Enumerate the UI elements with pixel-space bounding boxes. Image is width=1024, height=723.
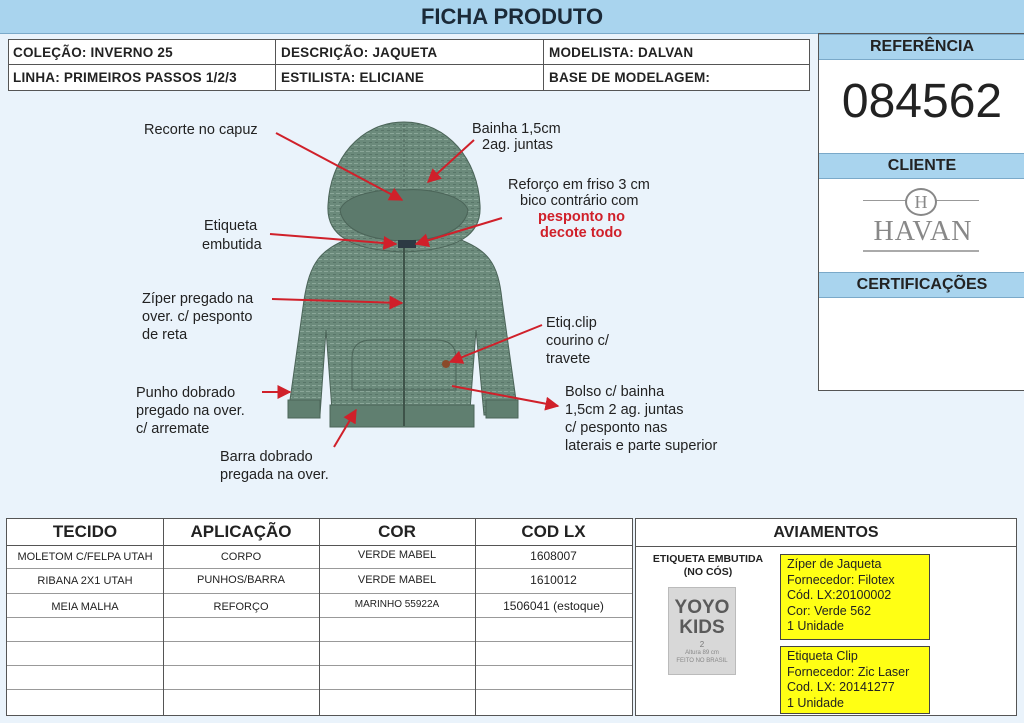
clip-line: Cod. LX: 20141277 (787, 680, 895, 694)
havan-logo-emblem: H (905, 188, 937, 216)
note-etiqclip-3: travete (546, 351, 591, 367)
etiqueta-clip-box (780, 646, 930, 714)
tag-brand-line-1: YOYO (674, 597, 730, 618)
note-punho-3: c/ arremate (136, 421, 210, 437)
descricao-field: DESCRIÇÃO: JAQUETA (281, 45, 438, 60)
cell-aplicacao: REFORÇO (213, 601, 269, 613)
havan-logo-text: HAVAN (873, 216, 973, 247)
note-etiqclip-1: Etiq.clip (546, 315, 597, 331)
note-bolso-1: Bolso c/ bainha (565, 384, 665, 400)
cell-tecido: RIBANA 2X1 UTAH (37, 575, 133, 587)
header-cor: COR (378, 522, 416, 541)
header-cod-lx: COD LX (521, 522, 586, 541)
note-recorte: Recorte no capuz (144, 122, 258, 138)
referencia-label: REFERÊNCIA (819, 34, 1024, 60)
note-bolso-2: 1,5cm 2 ag. juntas (565, 402, 684, 418)
note-ziper-1: Zíper pregado na (142, 291, 254, 307)
clip-line: 1 Unidade (787, 695, 844, 710)
etiqueta-embutida-label (642, 553, 774, 579)
left-cuff (288, 400, 320, 418)
modelista-field: MODELISTA: DALVAN (549, 45, 694, 60)
note-punho-2: pregado na over. (136, 403, 245, 419)
cliente-label: CLIENTE (819, 153, 1024, 179)
estilista-field: ESTILISTA: ELICIANE (281, 70, 425, 85)
ziper-line: Zíper de Jaqueta (787, 557, 882, 571)
cell-cor: VERDE MABEL (357, 549, 437, 561)
cell-cod-lx: 1610012 (530, 573, 577, 587)
cell-cod-lx: 1506041 (estoque) (503, 599, 604, 613)
note-etiqueta-1: Etiqueta (204, 218, 258, 234)
right-cuff (486, 400, 518, 418)
note-bolso-4: laterais e parte superior (565, 438, 718, 454)
ziper-line: Cor: Verde 562 (787, 603, 872, 618)
referencia-number: 084562 (841, 75, 1003, 128)
cell-cor: VERDE MABEL (357, 574, 437, 586)
cell-cor: MARINHO 55922A (354, 599, 440, 610)
clip-line: Etiqueta Clip (787, 649, 858, 663)
note-bainha-1: Bainha 1,5cm (472, 121, 561, 137)
note-etiqclip-2: courino c/ (546, 333, 609, 349)
cell-cod-lx: 1608007 (530, 549, 577, 563)
tag-size: 2 (699, 640, 705, 649)
aviamentos-panel (635, 518, 1017, 716)
note-reforco-red-2: decote todo (540, 225, 623, 241)
ziper-line: Cód. LX:20100002 (787, 588, 892, 602)
ziper-line: Fornecedor: Filotex (787, 572, 895, 587)
havan-logo (863, 186, 983, 252)
note-etiqueta-2: embutida (202, 237, 262, 253)
label-tab (398, 240, 416, 248)
side-panel (818, 33, 1024, 391)
cell-aplicacao: CORPO (220, 551, 262, 563)
header-tecido: TECIDO (52, 522, 118, 541)
note-reforco-1: Reforço em friso 3 cm (508, 177, 650, 193)
ziper-line: 1 Unidade (787, 619, 844, 633)
aviamentos-title: AVIAMENTOS (636, 519, 1016, 547)
ziper-jaqueta-box (780, 554, 930, 640)
colecao-field: COLEÇÃO: INVERNO 25 (13, 45, 173, 60)
note-reforco-2: bico contrário com (520, 193, 639, 209)
etiqueta-embutida-label-1: ETIQUETA EMBUTIDA (652, 553, 764, 565)
tag-small-text-1: Altura 89 cm (685, 650, 719, 656)
etiqueta-embutida-label-2: (NO CÓS) (683, 566, 733, 578)
page-title: FICHA PRODUTO (0, 0, 1024, 34)
product-info-table (8, 39, 810, 91)
yoyo-kids-tag (668, 587, 736, 675)
note-bolso-3: c/ pesponto nas (565, 420, 668, 436)
note-barra-1: Barra dobrado (220, 449, 313, 465)
cell-aplicacao: PUNHOS/BARRA (196, 574, 286, 586)
note-punho-1: Punho dobrado (136, 385, 236, 401)
certificacoes-label: CERTIFICAÇÕES (819, 272, 1024, 298)
tag-brand-line-2: KIDS (679, 617, 725, 638)
note-bainha-2: 2ag. juntas (482, 137, 553, 153)
clip-line: Fornecedor: Zic Laser (787, 664, 910, 679)
materials-table (6, 518, 633, 716)
header-aplicacao: APLICAÇÃO (190, 522, 292, 541)
tag-small-text-2: FEITO NO BRASIL (676, 658, 728, 664)
cell-tecido: MOLETOM C/FELPA UTAH (17, 551, 153, 563)
cell-tecido: MEIA MALHA (51, 601, 119, 613)
note-barra-2: pregada na over. (220, 467, 329, 483)
note-ziper-3: de reta (142, 327, 188, 343)
note-ziper-2: over. c/ pesponto (142, 309, 253, 325)
note-reforco-red-1: pesponto no (538, 209, 625, 225)
clip-label (442, 360, 450, 368)
linha-field: LINHA: PRIMEIROS PASSOS 1/2/3 (13, 70, 237, 85)
base-modelagem-field: BASE DE MODELAGEM: (549, 70, 711, 85)
